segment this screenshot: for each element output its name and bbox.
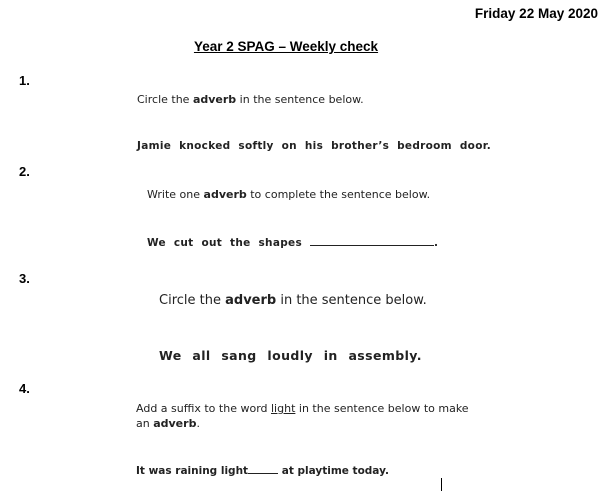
question-2-instruction-text: Write one xyxy=(147,188,204,201)
question-4-keyword: adverb xyxy=(153,417,197,430)
question-2-sentence-end: . xyxy=(433,237,439,249)
question-4-sentence xyxy=(136,465,389,477)
question-2-sentence xyxy=(147,237,438,249)
question-3-instruction-text: Circle the xyxy=(159,293,226,308)
question-3-instruction xyxy=(159,293,427,308)
question-2-keyword: adverb xyxy=(203,188,247,201)
question-3-sentence[interactable]: We all sang loudly in assembly. xyxy=(159,348,422,363)
question-2-sentence-start: We cut out the shapes xyxy=(147,237,302,249)
question-1-sentence[interactable]: Jamie knocked softly on his brother’s bedroom door. xyxy=(137,140,491,152)
question-4-instruction-line2-start: an xyxy=(136,417,154,430)
question-3-instruction-end: in the sentence below. xyxy=(276,293,427,308)
question-4-number: 4. xyxy=(19,381,30,396)
question-2-answer-blank[interactable] xyxy=(310,245,434,246)
question-2-instruction xyxy=(147,188,430,201)
question-4-sentence-end: at playtime today. xyxy=(278,465,389,477)
question-3-keyword: adverb xyxy=(225,293,277,308)
question-2-instruction-end: to complete the sentence below. xyxy=(246,188,431,201)
question-4-instruction-line2-end: . xyxy=(196,417,200,430)
question-4-answer-blank[interactable] xyxy=(248,473,278,474)
document-title: Year 2 SPAG – Weekly check xyxy=(193,39,379,54)
question-4-instruction-line1 xyxy=(136,402,469,415)
question-1-instruction-text: Circle the xyxy=(137,93,193,106)
question-1-instruction xyxy=(137,93,364,106)
question-3-number: 3. xyxy=(19,271,30,286)
question-4-instruction-text: Add a suffix to the word xyxy=(136,402,271,415)
question-1-instruction-end: in the sentence below. xyxy=(236,93,364,106)
question-1-keyword: adverb xyxy=(192,93,237,106)
question-4-instruction-line2 xyxy=(136,417,200,430)
question-2-number: 2. xyxy=(19,164,30,179)
question-1-number: 1. xyxy=(19,73,30,88)
document-date: Friday 22 May 2020 xyxy=(474,6,598,21)
text-cursor xyxy=(441,478,442,491)
question-4-target-word: light xyxy=(271,402,296,415)
question-4-sentence-start: It was raining light xyxy=(136,465,249,477)
question-4-instruction-mid: in the sentence below to make xyxy=(295,402,469,415)
